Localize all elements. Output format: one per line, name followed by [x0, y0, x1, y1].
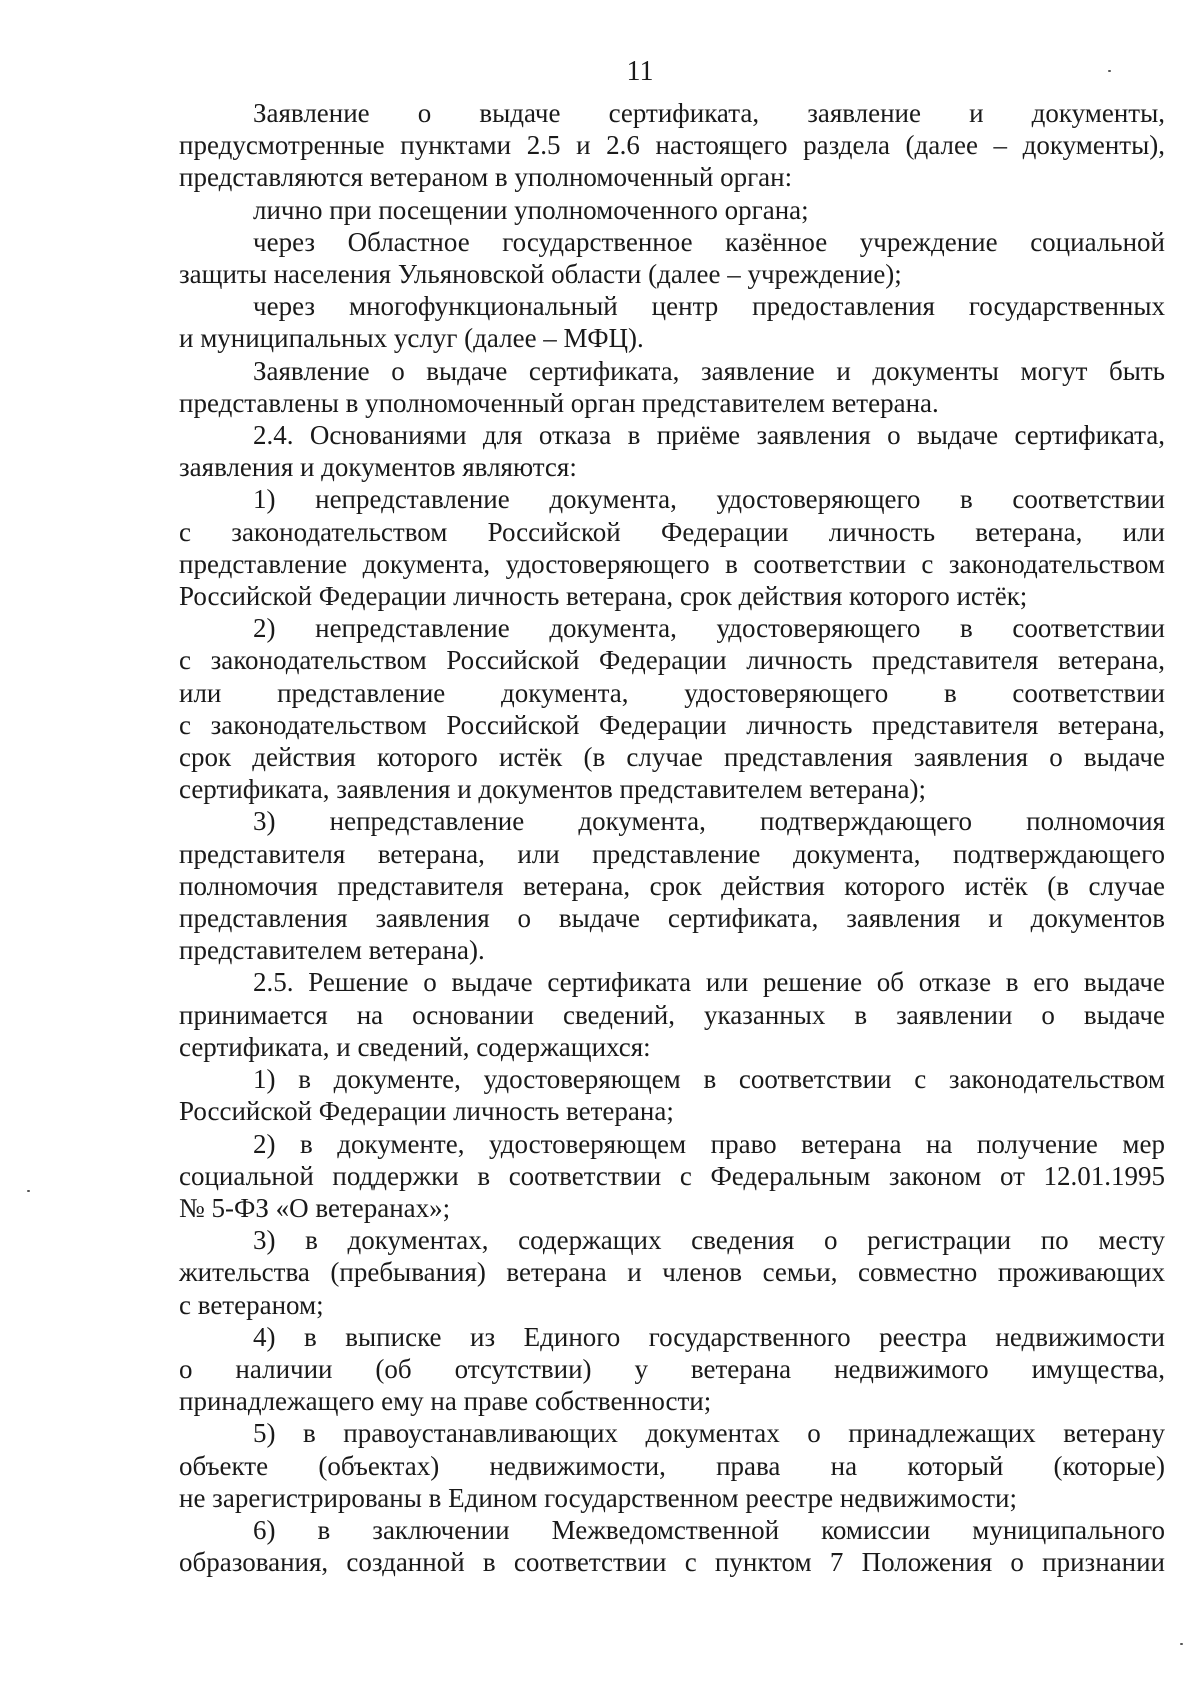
text-line: 3) непредставление документа, подтверждающего полномочия [253, 806, 1165, 837]
text-line: с законодательством Российской Федерации личность представителя ветерана, [179, 645, 1165, 676]
text-line: лично при посещении уполномоченного органа; [253, 194, 809, 225]
text-line: 5) в правоустанавливающих документах о принадлежащих ветерану [253, 1418, 1165, 1449]
text-line: 3) в документах, содержащих сведения о регистрации по месту [253, 1225, 1165, 1256]
text-line: Заявление о выдаче сертификата, заявление и документы, [253, 98, 1165, 128]
text-line: 2.4. Основаниями для отказа в приёме заявления о выдаче сертификата, [253, 420, 1165, 451]
scan-speck [1108, 70, 1111, 72]
text-line: 2.5. Решение о выдаче сертификата или решение об отказе в его выдаче [253, 967, 1165, 998]
text-line: представляются ветераном в уполномоченный орган: [179, 162, 793, 193]
text-line: срок действия которого истёк (в случае представления заявления о выдаче [179, 742, 1165, 773]
text-line: 1) непредставление документа, удостоверяющего в соответствии [253, 484, 1165, 515]
text-line: объекте (объектах) недвижимости, права на который (которые) [179, 1450, 1165, 1481]
text-line: представление документа, удостоверяющего в соответствии с законодательством [179, 548, 1165, 579]
text-line: образования, созданной в соответствии с пунктом 7 Положения о признании [179, 1547, 1165, 1578]
text-line: с ветераном; [179, 1289, 324, 1320]
text-line: полномочия представителя ветерана, срок действия которого истёк (в случае [179, 870, 1165, 901]
text-line: через Областное государственное казённое учреждение социальной [253, 226, 1165, 257]
scan-speck [27, 1190, 30, 1192]
text-line: 6) в заключении Межведомственной комиссии муниципального [253, 1514, 1165, 1545]
scan-speck [1180, 1643, 1183, 1645]
text-line: представления заявления о выдаче сертификата, заявления и документов [179, 903, 1165, 934]
text-line: социальной поддержки в соответствии с Федеральным законом от 12.01.1995 [179, 1160, 1165, 1191]
text-line: не зарегистрированы в Едином государственном реестре недвижимости; [179, 1482, 1017, 1513]
text-line: с законодательством Российской Федерации личность представителя ветерана, [179, 709, 1165, 740]
text-line: защиты населения Ульяновской области (далее – учреждение); [179, 259, 902, 290]
text-line: принадлежащего ему на праве собственности; [179, 1386, 712, 1417]
text-line: предусмотренные пунктами 2.5 и 2.6 настоящего раздела (далее – документы), [179, 130, 1165, 161]
text-line: через многофункциональный центр предоставления государственных [253, 291, 1165, 322]
text-line: 4) в выписке из Единого государственного реестра недвижимости [253, 1321, 1165, 1352]
text-line: с законодательством Российской Федерации личность ветерана, или [179, 516, 1165, 547]
text-line: и муниципальных услуг (далее – МФЦ). [179, 323, 644, 354]
text-line: сертификата, и сведений, содержащихся: [179, 1031, 651, 1062]
text-line: Российской Федерации личность ветерана; [179, 1096, 674, 1127]
text-line: о наличии (об отсутствии) у ветерана недвижимого имущества, [179, 1353, 1165, 1384]
text-line: 2) непредставление документа, удостоверяющего в соответствии [253, 613, 1165, 644]
text-line: жительства (пребывания) ветерана и членов семьи, совместно проживающих [179, 1257, 1165, 1288]
text-line: или представление документа, удостоверяющего в соответствии [179, 677, 1165, 708]
text-line: Заявление о выдаче сертификата, заявление и документы могут быть [253, 355, 1165, 386]
text-line: принимается на основании сведений, указанных в заявлении о выдаче [179, 999, 1165, 1030]
text-line: Российской Федерации личность ветерана, срок действия которого истёк; [179, 581, 1028, 612]
text-line: 1) в документе, удостоверяющем в соответствии с законодательством [253, 1064, 1165, 1095]
text-line: заявления и документов являются: [179, 452, 577, 483]
text-line: сертификата, заявления и документов представителем ветерана); [179, 774, 926, 805]
document-body [179, 97, 1165, 1578]
text-line: представлены в уполномоченный орган представителем ветерана. [179, 387, 939, 418]
text-line: представителем ветерана). [179, 935, 485, 966]
text-line: 2) в документе, удостоверяющем право ветерана на получение мер [253, 1128, 1165, 1159]
page-number: 11 [626, 56, 654, 87]
text-line: № 5-ФЗ «О ветеранах»; [179, 1192, 451, 1223]
text-line: представителя ветерана, или представление документа, подтверждающего [179, 838, 1165, 869]
